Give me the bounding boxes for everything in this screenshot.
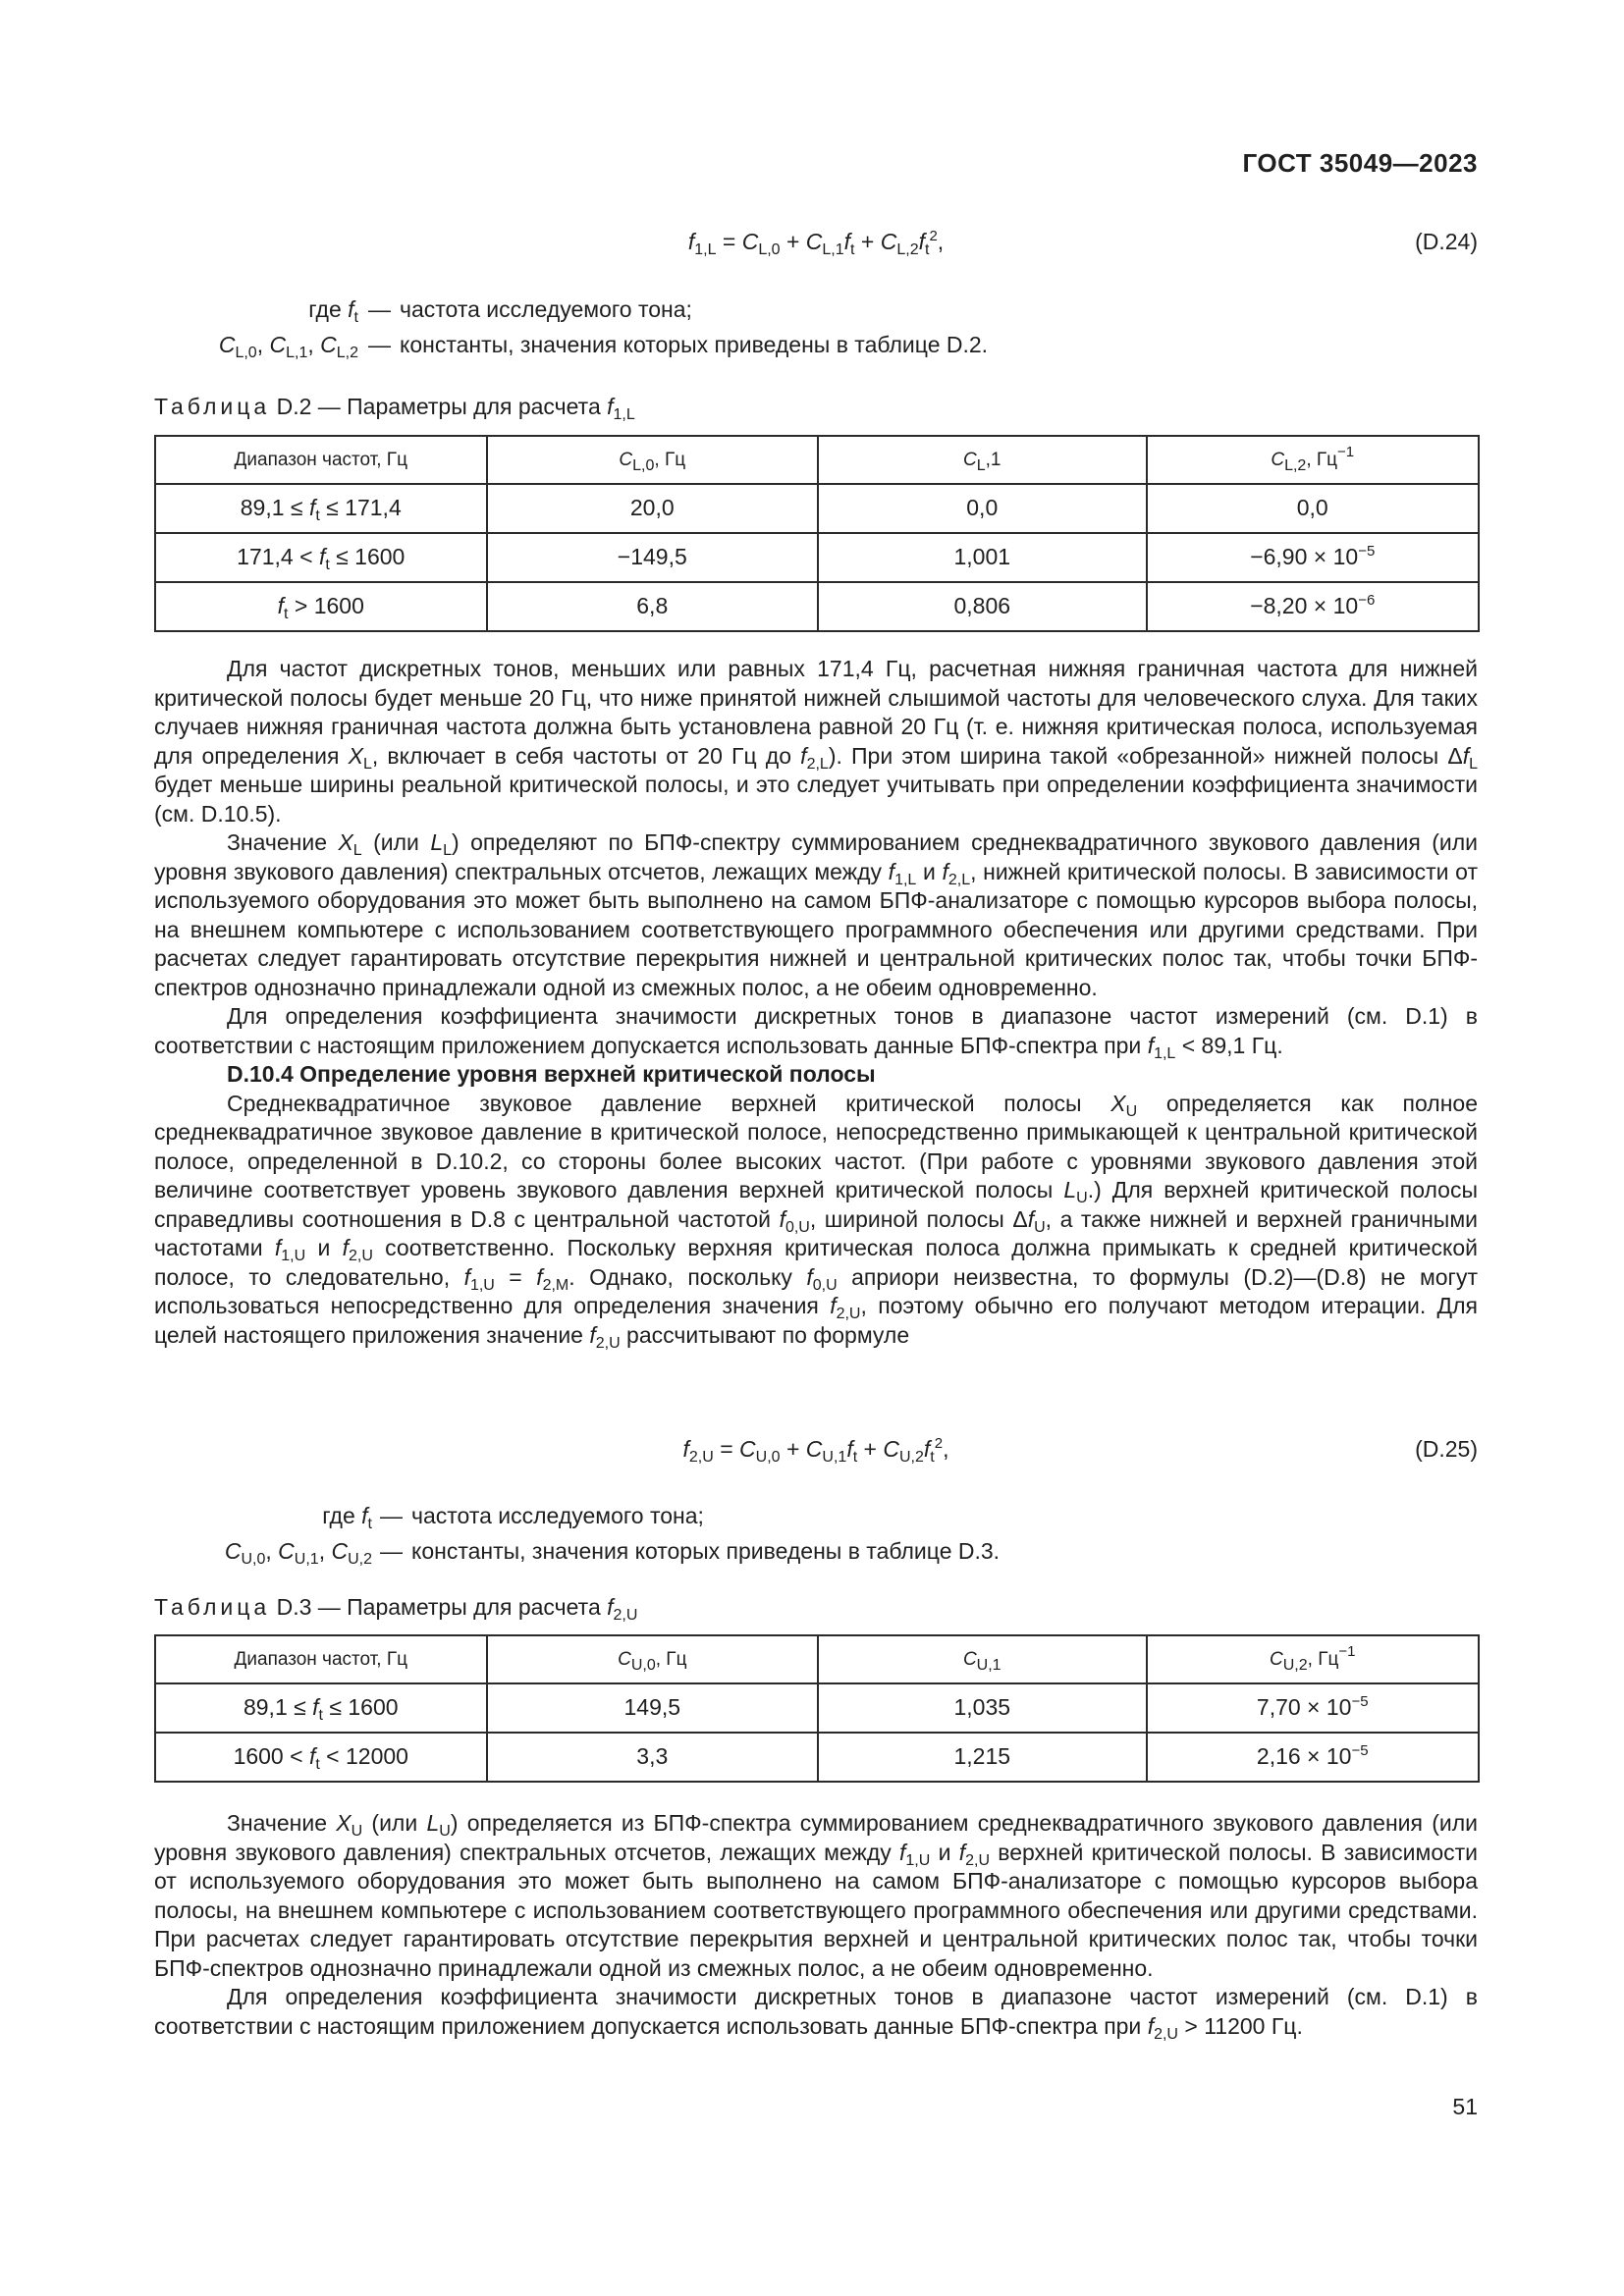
table-d2 (154, 435, 1480, 632)
legend-desc-ft: частота исследуемого тона; (411, 1503, 704, 1528)
paragraph: Для частот дискретных тонов, меньших или равных 171,4 Гц, расчетная нижняя граничная частота для нижней критической полосы будет меньше 20 Гц, что ниже принятой нижней слышимой частоты для человеческого слуха. Для таких случаев нижняя граничная частота должна быть установлена равной 20 Гц (т. е. нижняя критическая полоса, используемая для определения $X_L$, включает в себя частоты от 20 Гц до $f_{2,L}$). При этом ширина такой «обрезанной» нижней полосы $\Delta f_L$ будет меньше ширины реальной критической полосы, и это следует учитывать при определении коэффициента значимости (см. D.10.5). (154, 656, 1478, 827)
legend-symbol-constants: $C_{L,0}$, $C_{L,1}$, $C_{L,2}$ (218, 332, 358, 361)
table-row (155, 1733, 1479, 1782)
formula-d25 (154, 1435, 1478, 1470)
legend-desc-ft: частота исследуемого тона; (400, 296, 692, 322)
col-header-range: Диапазон частот, Гц (155, 1635, 487, 1683)
section-heading: D.10.4 Определение уровня верхней критической полосы (227, 1061, 876, 1087)
col-header-range: Диапазон частот, Гц (155, 436, 487, 484)
legend-dash: — (380, 1538, 403, 1564)
formula-d24-legend (154, 295, 1478, 366)
paragraph: Значение $X_U$ (или $L_U$) определяется из БПФ-спектра суммированием среднеквадратичного звукового давления (или уровня звукового давления) спектральных отсчетов, лежащих между $f_{1,U}$ и $f_{2,U}$ верхней критической полосы. В зависимости от используемого оборудования это может быть выполнено на самом БПФ-анализаторе с помощью курсоров выбора полосы, на внешнем компьютере с использованием соответствующего программного обеспечения или другими средствами. При расчетах следует гарантировать отсутствие перекрытия верхней и центральной критических полос так, чтобы точки БПФ-спектров однозначно принадлежали одной из смежных полос, а не обеим одновременно. (154, 1810, 1479, 1981)
table-cell: 20,0 (487, 484, 819, 533)
paragraph: Для определения коэффициента значимости дискретных тонов в диапазоне частот измерений (см. D.1) в соответствии с настоящим приложением допускается использовать данные БПФ-спектра при $f_{2,U} > 11200$ Гц. (154, 1984, 1478, 2043)
table-row (155, 533, 1479, 582)
paragraph: Среднеквадратичное звуковое давление верхней критической полосы $X_U$ определяется как полное среднеквадратичное звуковое давление в критической полосе, непосредственно примыкающей к центральной критической полосе, определенной в D.10.2, со стороны более высоких частот. (При работе с уровнями звукового давления этой величине соответствует уровень звукового давления верхней критической полосы $L_U$.) Для верхней критической полосы справедливы соотношения в D.8 с центральной частотой $f_{0,U}$, шириной полосы $\Delta f_U$, а также нижней и верхней граничными частотами $f_{1,U}$ и $f_{2,U}$ соответственно. Поскольку верхняя критическая полоса должна примыкать к средней критической полосе, то следовательно, $f_{1,U} = f_{2,M}$. Однако, поскольку $f_{0,U}$ априори неизвестна, то формулы (D.2)—(D.8) не могут использоваться непосредственно для определения значения $f_{2,U}$, поэтому обычно его получают методом итерации. Для целей настоящего приложения значение $f_{2,U}$ рассчитывают по формуле (154, 1090, 1478, 1352)
col-header-cl1: $C_L,1$ (818, 436, 1146, 484)
legend-desc-constants: константы, значения которых приведены в таблице D.2. (400, 332, 989, 357)
range-cell: $89,1 \le f_t \le 171,4$ (155, 484, 487, 533)
table-cell: 149,5 (487, 1683, 818, 1733)
formula-d24 (154, 228, 1478, 263)
paragraph: Значение $X_L$ (или $L_L$) определяют по БПФ-спектру суммированием среднеквадратичного звукового давления (или уровня звукового давления) спектральных отсчетов, лежащих между $f_{1,L}$ и $f_{2,L}$, нижней критической полосы. В зависимости от используемого оборудования это может быть выполнено на самом БПФ-анализаторе с помощью курсоров выбора полосы, на внешнем компьютере с использованием соответствующего программного обеспечения или другими средствами. При расчетах следует гарантировать отсутствие перекрытия нижней и центральной критических полос так, чтобы точки БПФ-спектров однозначно принадлежали одной из смежных полос, а не обеим одновременно. (154, 829, 1478, 1000)
table-cell: $-6,90 \times 10^{-5}$ (1147, 533, 1480, 582)
formula-d24-expression: $f_{1,L} = C_{L,0} + C_{L,1}f_t + C_{L,2}f_t^2$, (687, 228, 945, 258)
col-header-cu2: $C_{U,2}$, $Гц^{-1}$ (1147, 1635, 1480, 1683)
col-header-cu1: $C_{U,1}$ (818, 1635, 1146, 1683)
page-number: 51 (1452, 2094, 1478, 2119)
range-cell: $1600 < f_t < 12000$ (155, 1733, 487, 1782)
table-cell: 1,215 (818, 1733, 1146, 1782)
table-cell: 3,3 (487, 1733, 818, 1782)
table-cell: 1,035 (818, 1683, 1146, 1733)
table-row (155, 484, 1479, 533)
body-text-2 (154, 1809, 1478, 2041)
legend-symbol-ft: где $f_t$ (322, 1503, 372, 1532)
legend-symbol-ft: где $f_t$ (308, 296, 358, 326)
col-header-cl2: $C_{L,2}$, $Гц^{-1}$ (1147, 436, 1480, 484)
table-cell: 6,8 (487, 582, 819, 631)
body-text-1 (154, 655, 1478, 1350)
table-cell: $7,70 \times 10^{-5}$ (1147, 1683, 1480, 1733)
table-row (155, 1683, 1479, 1733)
legend-symbol-constants: $C_{U,0}$, $C_{U,1}$, $C_{U,2}$ (224, 1538, 372, 1568)
range-cell: $89,1 \le f_t \le 1600$ (155, 1683, 487, 1733)
table-d3-caption: Таблица D.3 — Параметры для расчета $f_{2,U}$ (154, 1594, 638, 1624)
table-d2-caption: Таблица D.2 — Параметры для расчета $f_{1,L}$ (154, 394, 635, 423)
formula-d25-legend (154, 1502, 1478, 1573)
table-cell: $2,16 \times 10^{-5}$ (1147, 1733, 1480, 1782)
table-cell: −149,5 (487, 533, 819, 582)
table-cell: 0,806 (818, 582, 1146, 631)
table-header-row (155, 1635, 1479, 1683)
formula-d24-number: (D.24) (1415, 229, 1478, 254)
table-cell: $-8,20 \times 10^{-6}$ (1147, 582, 1480, 631)
table-cell: 1,001 (818, 533, 1146, 582)
table-header-row (155, 436, 1479, 484)
col-header-cu0: $C_{U,0}$, Гц (487, 1635, 818, 1683)
table-cell: 0,0 (1147, 484, 1480, 533)
legend-dash: — (368, 332, 391, 357)
col-header-cl0: $C_{L,0}$, Гц (487, 436, 819, 484)
formula-d25-expression: $f_{2,U} = C_{U,0} + C_{U,1}f_t + C_{U,2}f_t^2$, (682, 1435, 949, 1466)
legend-dash: — (368, 296, 391, 322)
legend-dash: — (380, 1503, 403, 1528)
legend-desc-constants: константы, значения которых приведены в таблице D.3. (411, 1538, 1001, 1564)
formula-d25-number: (D.25) (1415, 1436, 1478, 1462)
table-row (155, 582, 1479, 631)
standard-header: ГОСТ 35049—2023 (1242, 148, 1478, 178)
range-cell: $f_t > 1600$ (155, 582, 487, 631)
range-cell: $171,4 < f_t \le 1600$ (155, 533, 487, 582)
paragraph: Для определения коэффициента значимости дискретных тонов в диапазоне частот измерений (см. D.1) в соответствии с настоящим приложением допускается использовать данные БПФ-спектра при $f_{1,L} < 89,1$ Гц. (154, 1003, 1478, 1062)
table-d3 (154, 1634, 1480, 1783)
table-cell: 0,0 (818, 484, 1146, 533)
